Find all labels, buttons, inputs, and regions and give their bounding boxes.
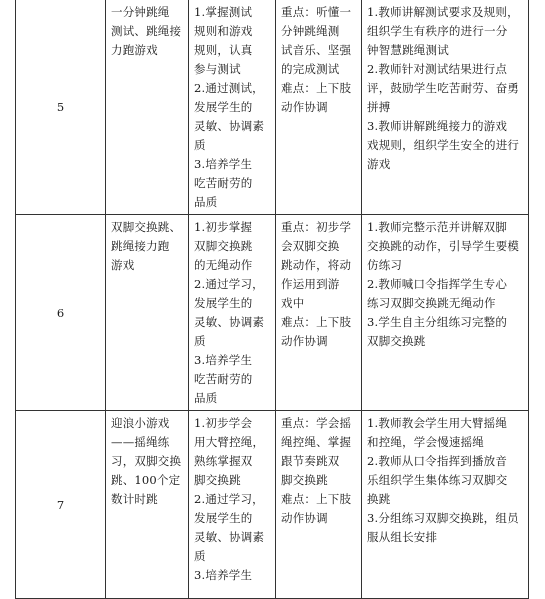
cell-text-line: 试音乐、坚强 bbox=[281, 43, 352, 57]
cell-text-line: 戏规则，组织学生安全的进行 bbox=[367, 138, 520, 152]
cell-text-line: 2.教师喊口令指挥学生专心 bbox=[367, 277, 508, 291]
lesson-content bbox=[106, 0, 189, 215]
cell-text-line: 游戏 bbox=[367, 157, 391, 171]
cell-text-line: 难点：上下肢 bbox=[281, 492, 352, 506]
table-row bbox=[16, 215, 529, 411]
cell-text-line: 数计时跳 bbox=[111, 492, 158, 506]
table-row bbox=[16, 0, 529, 215]
cell-text-line: 评，鼓励学生吃苦耐劳、奋勇 bbox=[367, 81, 520, 95]
cell-text-line: 跳、100个定 bbox=[111, 473, 181, 487]
cell-text-line: 3.学生自主分组练习完整的 bbox=[367, 315, 508, 329]
cell-text-line: 3.分组练习双脚交换跳，组员 bbox=[367, 511, 519, 525]
cell-text-line: 双脚交换跳 bbox=[194, 239, 253, 253]
cell-text-line: 用大臂控绳， bbox=[194, 435, 265, 449]
cell-text-line: 2.通过测试， bbox=[194, 81, 264, 95]
cell-text-line: 1.教师讲解测试要求及规则， bbox=[367, 5, 519, 19]
cell-text-line: 跳绳接力跑 bbox=[111, 239, 170, 253]
cell-text-line: 吃苦耐劳的 bbox=[194, 372, 253, 386]
cell-text-line: 难点：上下肢 bbox=[281, 81, 352, 95]
cell-text-line: 交换跳的动作，引导学生要模 bbox=[367, 239, 520, 253]
lesson-objectives bbox=[189, 215, 276, 411]
cell-text-line: 双脚交换跳、 bbox=[111, 220, 182, 234]
cell-text-line: 2.教师针对测试结果进行点 bbox=[367, 62, 508, 76]
cell-text-line: 2.通过学习， bbox=[194, 277, 264, 291]
lesson-objectives bbox=[189, 0, 276, 215]
cell-text-line: 服从组长安排 bbox=[367, 530, 438, 544]
cell-text-line: 1.教师完整示范并讲解双脚 bbox=[367, 220, 508, 234]
cell-text-line: 重点：听懂一 bbox=[281, 5, 352, 19]
cell-text-line: 灵敏、协调素 bbox=[194, 315, 265, 329]
cell-text-line: 1.初步掌握 bbox=[194, 220, 253, 234]
cell-text-line: 拼搏 bbox=[367, 100, 391, 114]
cell-text-line: 难点：上下肢 bbox=[281, 315, 352, 329]
cell-text-line: 质 bbox=[194, 334, 206, 348]
lesson-content bbox=[106, 215, 189, 411]
key-difficult-points bbox=[276, 215, 362, 411]
cell-text-line: 发展学生的 bbox=[194, 296, 253, 310]
cell-text-line: 规则，认真 bbox=[194, 43, 253, 57]
cell-text-line: 灵敏、协调素 bbox=[194, 530, 265, 544]
cell-text-line: 脚交换跳 bbox=[281, 473, 328, 487]
cell-text-line: 双脚交换跳 bbox=[367, 334, 426, 348]
cell-text-line: 发展学生的 bbox=[194, 511, 253, 525]
key-difficult-points bbox=[276, 411, 362, 599]
teaching-steps bbox=[362, 215, 529, 411]
cell-text-line: 戏中 bbox=[281, 296, 305, 310]
cell-text-line: 的完成测试 bbox=[281, 62, 340, 76]
cell-text-line: 脚交换跳 bbox=[194, 473, 241, 487]
cell-text-line: 1.教师教会学生用大臂摇绳 bbox=[367, 416, 508, 430]
table-row bbox=[16, 411, 529, 599]
cell-text-line: 的无绳动作 bbox=[194, 258, 253, 272]
cell-text-line: 仿练习 bbox=[367, 258, 403, 272]
cell-text-line: 质 bbox=[194, 138, 206, 152]
cell-text-line: 1.掌握测试 bbox=[194, 5, 253, 19]
cell-text-line: 绳控绳、掌握 bbox=[281, 435, 352, 449]
cell-text-line: 测试、跳绳接 bbox=[111, 24, 182, 38]
lesson-number: 5 bbox=[16, 0, 106, 215]
cell-text-line: 吃苦耐劳的 bbox=[194, 176, 253, 190]
cell-text-line: 3.培养学生 bbox=[194, 353, 253, 367]
cell-text-line: 动作协调 bbox=[281, 511, 328, 525]
cell-text-line: 习，双脚交换 bbox=[111, 454, 182, 468]
cell-text-line: 质 bbox=[194, 549, 206, 563]
cell-text-line: 动作协调 bbox=[281, 100, 328, 114]
cell-text-line: 熟练掌握双 bbox=[194, 454, 253, 468]
cell-text-line: 游戏 bbox=[111, 258, 135, 272]
cell-text-line: 重点：初步学 bbox=[281, 220, 352, 234]
cell-text-line: 换跳 bbox=[367, 492, 391, 506]
cell-text-line: 动作协调 bbox=[281, 334, 328, 348]
cell-text-line: 一分钟跳绳 bbox=[111, 5, 170, 19]
cell-text-line: 3.教师讲解跳绳接力的游戏 bbox=[367, 119, 508, 133]
cell-text-line: 灵敏、协调素 bbox=[194, 119, 265, 133]
cell-text-line: 3.培养学生 bbox=[194, 157, 253, 171]
cell-text-line: 和控绳，学会慢速摇绳 bbox=[367, 435, 484, 449]
cell-text-line: 品质 bbox=[194, 391, 218, 405]
teaching-steps bbox=[362, 411, 529, 599]
cell-text-line: 会双脚交换 bbox=[281, 239, 340, 253]
cell-text-line: 分钟跳绳测 bbox=[281, 24, 340, 38]
cell-text-line: 钟智慧跳绳测试 bbox=[367, 43, 449, 57]
cell-text-line: 2.通过学习， bbox=[194, 492, 264, 506]
cell-text-line: 作运用到游 bbox=[281, 277, 340, 291]
key-difficult-points bbox=[276, 0, 362, 215]
cell-text-line: 发展学生的 bbox=[194, 100, 253, 114]
cell-text-line: ——摇绳练 bbox=[111, 435, 170, 449]
cell-text-line: 品质 bbox=[194, 195, 218, 209]
cell-text-line: 迎浪小游戏 bbox=[111, 416, 170, 430]
cell-text-line: 组织学生有秩序的进行一分 bbox=[367, 24, 508, 38]
lesson-objectives bbox=[189, 411, 276, 599]
cell-text-line: 参与测试 bbox=[194, 62, 241, 76]
cell-text-line: 1.初步学会 bbox=[194, 416, 253, 430]
lesson-number: 6 bbox=[16, 215, 106, 411]
lesson-content bbox=[106, 411, 189, 599]
cell-text-line: 乐组织学生集体练习双脚交 bbox=[367, 473, 508, 487]
cell-text-line: 3.培养学生 bbox=[194, 568, 253, 582]
cell-text-line: 跟节奏跳双 bbox=[281, 454, 340, 468]
lesson-plan-table bbox=[15, 0, 529, 599]
lesson-number: 7 bbox=[16, 411, 106, 599]
cell-text-line: 重点：学会摇 bbox=[281, 416, 352, 430]
cell-text-line: 2.教师从口令指挥到播放音 bbox=[367, 454, 508, 468]
cell-text-line: 力跑游戏 bbox=[111, 43, 158, 57]
cell-text-line: 跳动作，将动 bbox=[281, 258, 352, 272]
teaching-steps bbox=[362, 0, 529, 215]
cell-text-line: 练习双脚交换跳无绳动作 bbox=[367, 296, 496, 310]
cell-text-line: 规则和游戏 bbox=[194, 24, 253, 38]
